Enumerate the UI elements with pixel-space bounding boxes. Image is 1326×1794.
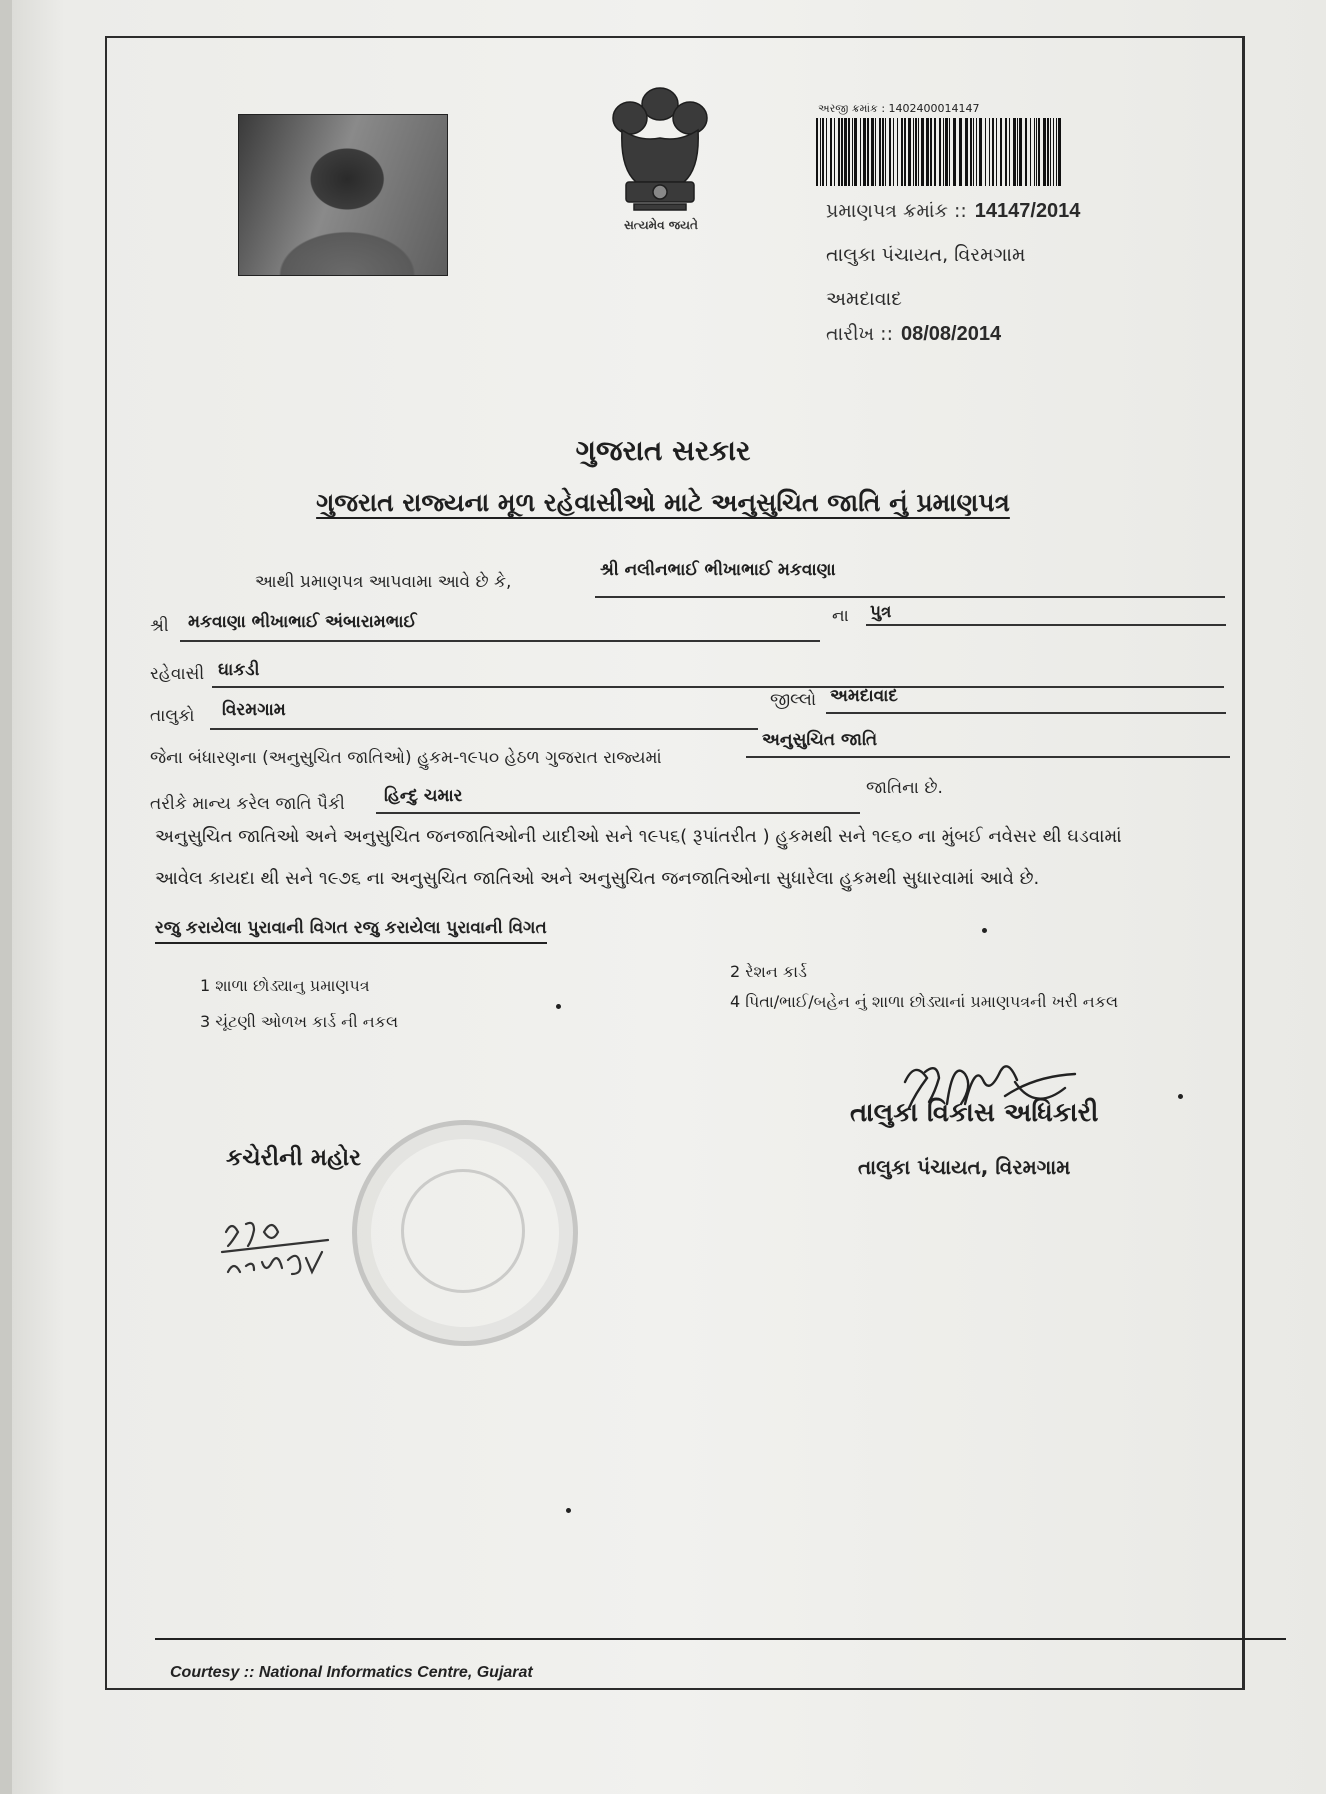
barcode-bar bbox=[822, 118, 824, 186]
barcode-bar bbox=[945, 118, 948, 186]
barcode-bar bbox=[965, 118, 968, 186]
barcode-bar bbox=[1034, 118, 1035, 186]
barcode-bar bbox=[1036, 118, 1037, 186]
emblem-motto: સત્યમેવ જયતે bbox=[624, 218, 698, 232]
barcode-bar bbox=[854, 118, 857, 186]
resident-label: રહેવાસી bbox=[150, 664, 205, 684]
documents-heading: રજુ કરાયેલા પુરાવાની વિગત રજુ કરાયેલા પુરાવાની વિગત bbox=[155, 918, 547, 944]
speck bbox=[982, 928, 987, 933]
barcode-bar bbox=[816, 118, 818, 186]
barcode-bar bbox=[1019, 118, 1022, 186]
officer-office: તાલુકા પંચાયત, વિરમગામ bbox=[858, 1155, 1071, 1179]
barcode-bar bbox=[838, 118, 840, 186]
shri-label: શ્રી bbox=[150, 616, 169, 636]
barcode-bar bbox=[1000, 118, 1002, 186]
applicant-photo bbox=[238, 114, 448, 276]
certificate-number-label: પ્રમાણપત્ર ક્રમાંક :: bbox=[826, 200, 967, 222]
barcode-bar bbox=[1053, 118, 1054, 186]
barcode-bar bbox=[1047, 118, 1049, 186]
caste-line bbox=[376, 812, 860, 814]
barcode-bar bbox=[996, 118, 997, 186]
speck bbox=[566, 1508, 571, 1513]
issue-date-value: 08/08/2014 bbox=[900, 323, 1002, 345]
document-item: 3 ચૂંટણી ઓળખ કાર્ડ ની નકલ bbox=[200, 1012, 399, 1031]
application-number-label: અરજી ક્રમાંક : bbox=[818, 102, 886, 115]
barcode-bar bbox=[1013, 118, 1016, 186]
issuing-district: અમદાવાદ bbox=[826, 288, 902, 310]
barcode-bar bbox=[934, 118, 936, 186]
barcode-bar bbox=[893, 118, 894, 186]
document-item: 4 પિતા/ભાઈ/બહેન નું શાળા છોડ્યાનાં પ્રમાણપત્રની ખરી નકલ bbox=[730, 992, 1119, 1011]
barcode-bar bbox=[930, 118, 932, 186]
barcode-bar bbox=[885, 118, 886, 186]
barcode-bar bbox=[913, 118, 914, 186]
office-seal-label: કચેરીની મહોર bbox=[226, 1145, 362, 1171]
barcode-bar bbox=[989, 118, 990, 186]
document-item: 1 શાળા છોડ્યાનુ પ્રમાણપત્ર bbox=[200, 976, 370, 995]
barcode-bar bbox=[879, 118, 881, 186]
speck bbox=[1178, 1094, 1183, 1099]
barcode-bar bbox=[860, 118, 861, 186]
barcode-bar bbox=[834, 118, 835, 186]
na-label: ના bbox=[832, 606, 849, 626]
recognized-label: તરીકે માન્ય કરેલ જાતિ પૈકી bbox=[150, 794, 345, 814]
national-emblem-icon bbox=[600, 78, 720, 228]
certificate-title: ગુજરાત રાજ્યના મૂળ રહેવાસીઓ માટે અનુસુચિત જાતિ નું પ્રમાણપત્ર bbox=[316, 488, 1010, 517]
resident-line bbox=[212, 686, 1224, 688]
handwritten-note bbox=[218, 1210, 338, 1290]
taluka-label: તાલુકો bbox=[150, 706, 195, 726]
barcode-bar bbox=[1058, 118, 1061, 186]
barcode-bar bbox=[1043, 118, 1046, 186]
application-number-value: 1402400014147 bbox=[888, 102, 980, 115]
courtesy-footer: Courtesy :: National Informatics Centre, Gujarat bbox=[170, 1664, 533, 1681]
barcode-bar bbox=[844, 118, 847, 186]
barcode-bar bbox=[1030, 118, 1031, 186]
father-name: મકવાણા ભીખાભાઈ અંબારામભાઈ bbox=[188, 612, 417, 632]
barcode-bar bbox=[1050, 118, 1051, 186]
barcode-bar bbox=[915, 118, 917, 186]
barcode-bar bbox=[953, 118, 956, 186]
barcode-bar bbox=[921, 118, 924, 186]
barcode bbox=[816, 118, 1061, 186]
barcode-bar bbox=[943, 118, 944, 186]
taluka-value: વિરમગામ bbox=[222, 700, 286, 720]
category-value: અનુસુચિત જાતિ bbox=[762, 730, 878, 750]
certificate-border bbox=[105, 36, 1245, 1690]
barcode-bar bbox=[904, 118, 906, 186]
certificate-number-value: 14147/2014 bbox=[974, 200, 1081, 222]
certificate-number bbox=[826, 200, 1080, 223]
barcode-bar bbox=[908, 118, 911, 186]
district-label: જીલ્લો bbox=[770, 690, 817, 710]
barcode-bar bbox=[848, 118, 850, 186]
application-number bbox=[818, 102, 980, 116]
barcode-bar bbox=[1038, 118, 1040, 186]
barcode-bar bbox=[970, 118, 972, 186]
caste-value: હિન્દુ ચમાર bbox=[384, 786, 463, 806]
barcode-bar bbox=[1005, 118, 1007, 186]
barcode-bar bbox=[979, 118, 982, 186]
barcode-bar bbox=[820, 118, 821, 186]
officer-title: તાલુકા વિકાસ અધિકારી bbox=[850, 1098, 1099, 1128]
barcode-bar bbox=[976, 118, 977, 186]
government-heading: ગુજરાત સરકાર bbox=[575, 434, 751, 467]
barcode-bar bbox=[875, 118, 876, 186]
relation-line bbox=[866, 624, 1226, 626]
constitution-label: જેના બંધારણના (અનુસુચિત જાતિઓ) હુકમ-૧૯૫૦ હેઠળ ગુજરાત રાજ્યમાં bbox=[150, 748, 662, 768]
barcode-bar bbox=[901, 118, 903, 186]
issue-date-label: તારીખ :: bbox=[826, 323, 893, 345]
barcode-bar bbox=[973, 118, 974, 186]
barcode-bar bbox=[863, 118, 866, 186]
barcode-bar bbox=[985, 118, 986, 186]
intro-label: આથી પ્રમાણપત્ર આપવામા આવે છે કે, bbox=[255, 572, 512, 592]
taluka-line bbox=[210, 728, 758, 730]
barcode-bar bbox=[871, 118, 874, 186]
barcode-bar bbox=[830, 118, 832, 186]
barcode-bar bbox=[882, 118, 884, 186]
barcode-bar bbox=[939, 118, 941, 186]
holder-name-line bbox=[595, 596, 1225, 598]
father-name-line bbox=[180, 640, 820, 642]
resident-village: ઘાકડી bbox=[218, 660, 260, 680]
legal-paragraph-line-2: આવેલ કાયદા થી સને ૧૯૭૬ ના અનુસુચિત જાતિઓ અને અનુસુચિત જનજાતિઓના સુધારેલા હુકમથી સુધારવામાં આવે છે. bbox=[155, 868, 1040, 889]
legal-paragraph-line-1: અનુસુચિત જાતિઓ અને અનુસુચિત જનજાતિઓની યાદીઓ સને ૧૯૫૬( રૂપાંતરીત ) હુકમથી સને ૧૯૬૦ ના મુંબઈ નવેસર થી ઘડવામાં bbox=[155, 826, 1122, 847]
barcode-bar bbox=[918, 118, 919, 186]
holder-name: શ્રી નલીનભાઈ ભીખાભાઈ મકવાણા bbox=[600, 560, 836, 580]
document-item: 2 રેશન કાર્ડ bbox=[730, 962, 807, 981]
speck bbox=[556, 1004, 561, 1009]
barcode-bar bbox=[959, 118, 962, 186]
district-value: અમદાવાદ bbox=[830, 686, 898, 706]
issuing-office: તાલુકા પંચાયત, વિરમગામ bbox=[826, 244, 1026, 266]
barcode-bar bbox=[926, 118, 929, 186]
stamp-inner-ring bbox=[401, 1169, 525, 1293]
barcode-bar bbox=[852, 118, 853, 186]
barcode-bar bbox=[867, 118, 869, 186]
barcode-bar bbox=[826, 118, 827, 186]
barcode-bar bbox=[889, 118, 891, 186]
category-line bbox=[746, 756, 1230, 758]
office-rubber-stamp bbox=[352, 1120, 578, 1346]
district-line bbox=[826, 712, 1226, 714]
relation: પુત્ર bbox=[870, 602, 892, 622]
barcode-bar bbox=[1056, 118, 1057, 186]
barcode-bar bbox=[1009, 118, 1010, 186]
barcode-bar bbox=[841, 118, 843, 186]
barcode-bar bbox=[992, 118, 994, 186]
barcode-bar bbox=[1025, 118, 1027, 186]
issue-date bbox=[826, 323, 1001, 346]
barcode-bar bbox=[897, 118, 898, 186]
barcode-bar bbox=[949, 118, 950, 186]
barcode-bar bbox=[1017, 118, 1018, 186]
footer-divider bbox=[155, 1638, 1286, 1640]
caste-suffix: જાતિના છે. bbox=[866, 778, 943, 798]
